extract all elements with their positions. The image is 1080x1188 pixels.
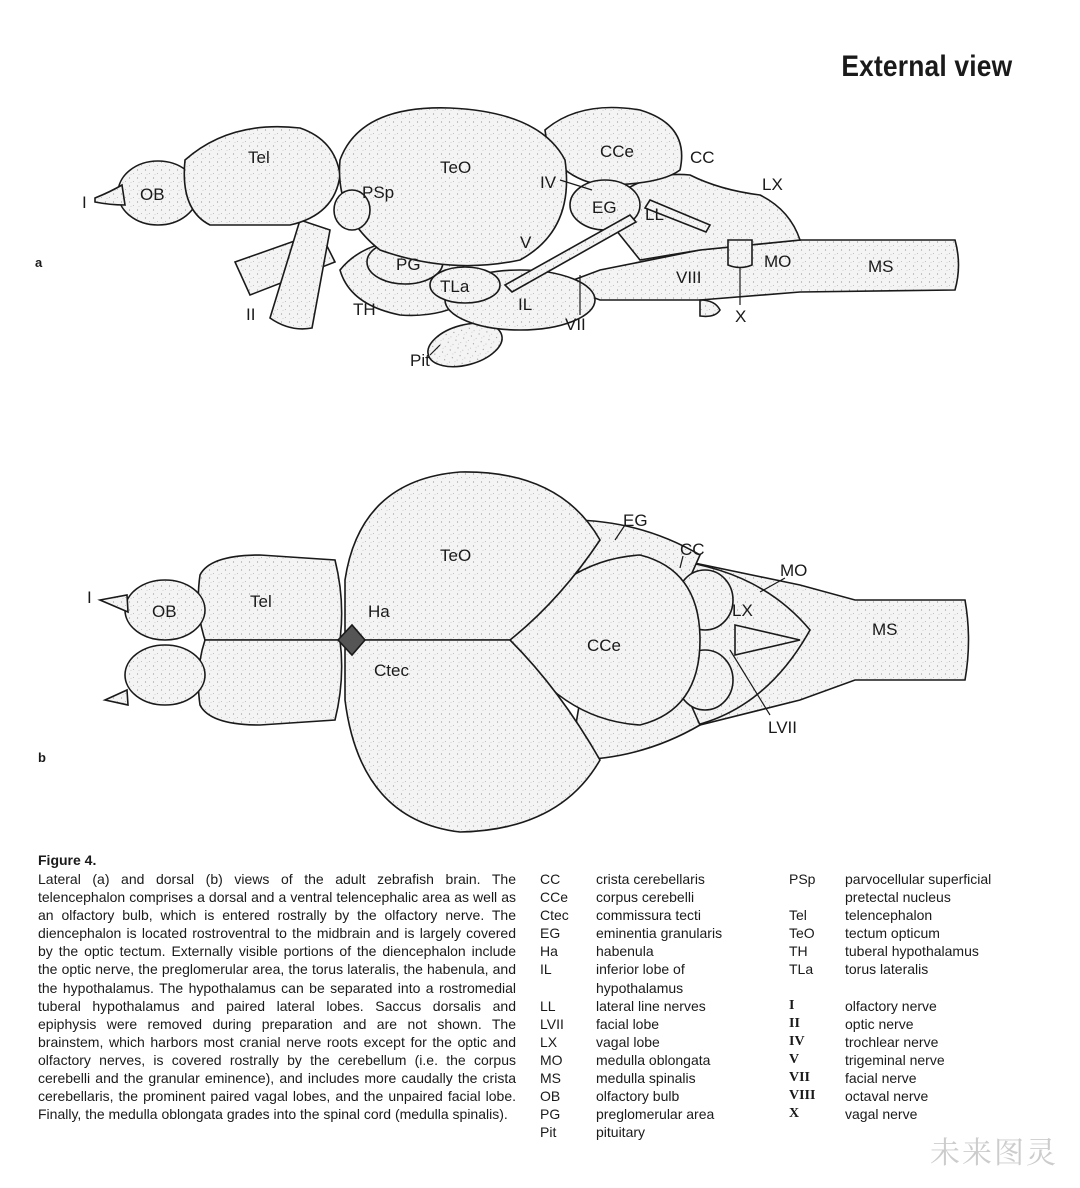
abbreviation-key <box>789 888 845 906</box>
abbreviation-key: Pit <box>540 1124 557 1141</box>
abbreviation-key: Ha <box>540 943 558 960</box>
abbreviation-meaning: vagal nerve <box>845 1106 918 1123</box>
octaval-nerve-shape <box>700 300 720 316</box>
abbreviation-key: LX <box>540 1033 558 1050</box>
abbreviation-row <box>540 942 722 960</box>
abbreviation-list-1 <box>540 870 722 1141</box>
abbreviation-row <box>789 1069 991 1087</box>
abbreviation-meaning: tectum opticum <box>845 925 940 942</box>
abbreviation-key: MO <box>540 1051 563 1068</box>
label-a-th: TH <box>353 300 376 319</box>
abbreviation-row <box>789 942 991 960</box>
olfactory-nerve-shape <box>95 185 125 205</box>
abbreviation-key: CC <box>540 871 561 887</box>
abbreviation-meaning: habenula <box>596 943 654 960</box>
label-a-pit: Pit <box>410 351 430 370</box>
lateral-brain-diagram <box>0 100 1080 390</box>
abbreviation-row <box>540 1051 722 1069</box>
abbreviation-key: LVII <box>540 1015 564 1032</box>
abbreviation-key: VIII <box>789 1088 816 1104</box>
label-a-tla: TLa <box>440 277 470 296</box>
abbreviation-key: OB <box>540 1088 561 1105</box>
abbreviation-row <box>789 1105 991 1123</box>
abbreviation-row <box>540 997 722 1015</box>
abbreviation-meaning: trigeminal nerve <box>845 1051 945 1068</box>
abbreviation-key: V <box>789 1051 800 1067</box>
label-b-ob: OB <box>152 602 177 621</box>
label-b-tel: Tel <box>250 592 272 611</box>
panel-letter-a: a <box>35 255 43 270</box>
abbreviation-key: II <box>789 1015 800 1031</box>
label-a-ms: MS <box>868 257 894 276</box>
vagal-nerve-shape <box>728 240 752 268</box>
dorsal-ob-bottom-shape <box>125 645 205 705</box>
abbreviation-row <box>540 924 722 942</box>
abbreviation-key: LL <box>540 997 556 1014</box>
abbreviation-key: TLa <box>789 961 814 978</box>
label-a-psp: PSp <box>362 183 395 202</box>
abbreviation-row <box>540 1087 722 1105</box>
abbreviation-key: Ctec <box>540 907 569 924</box>
label-a-ii: II <box>246 305 256 324</box>
abbreviation-meaning: parvocellular superficial <box>845 871 992 887</box>
abbreviation-row <box>540 979 722 997</box>
abbreviation-meaning: eminentia granularis <box>596 925 723 942</box>
abbreviation-key: VII <box>789 1070 811 1086</box>
abbreviation-meaning: crista cerebellaris <box>596 871 705 887</box>
label-b-i: I <box>87 588 92 607</box>
abbreviation-key: EG <box>540 925 561 942</box>
abbreviation-row <box>789 870 991 888</box>
label-a-v: V <box>520 233 532 252</box>
label-a-i: I <box>82 193 87 212</box>
figure-caption <box>38 852 1048 1141</box>
label-a-cc: CC <box>690 148 715 167</box>
abbreviation-meaning: facial lobe <box>596 1015 660 1032</box>
label-b-mo: MO <box>780 561 808 580</box>
label-b-cce: CCe <box>587 636 622 655</box>
abbreviation-meaning: pretectal nucleus <box>845 889 951 906</box>
abbreviation-meaning: octaval nerve <box>845 1088 929 1105</box>
abbreviation-key: I <box>789 997 795 1013</box>
abbreviation-row <box>540 1015 722 1033</box>
label-a-lx: LX <box>762 175 783 194</box>
label-b-ha: Ha <box>368 602 390 621</box>
label-b-lx: LX <box>732 601 753 620</box>
label-b-ctec: Ctec <box>374 661 409 680</box>
abbreviation-meaning: lateral line nerves <box>596 997 706 1014</box>
dorsal-olfactory-nerve-top <box>100 595 128 612</box>
abbreviation-row <box>789 888 991 906</box>
abbreviation-meaning: torus lateralis <box>845 961 929 978</box>
label-a-ll: LL <box>645 205 664 224</box>
label-a-teo: TeO <box>440 158 472 177</box>
label-a-eg: EG <box>592 198 617 217</box>
abbreviation-key: CCe <box>540 889 569 906</box>
label-a-tel: Tel <box>248 148 270 167</box>
abbreviation-meaning: olfactory bulb <box>596 1088 680 1105</box>
watermark: 未来图灵 <box>930 1137 1058 1170</box>
label-a-cce: CCe <box>600 142 635 161</box>
abbreviation-key: X <box>789 1106 800 1122</box>
abbreviation-row <box>789 924 991 942</box>
abbreviation-row <box>789 1087 991 1105</box>
abbreviation-key: TeO <box>789 925 815 942</box>
label-a-iv: IV <box>540 173 557 192</box>
abbreviation-meaning: olfactory nerve <box>845 997 937 1014</box>
abbreviation-meaning: preglomerular area <box>596 1106 715 1123</box>
figure-title: Figure 4. <box>38 852 97 868</box>
label-b-cc: CC <box>680 540 705 559</box>
figure-text: Lateral (a) and dorsal (b) views of the adult zebrafish brain. The telencephalon comprises a dorsal and a ventral telencephalic area as well as an olfactory bulb, which is entered rostrally by the olfactory nerve. The diencephalon is located rostroventral to the midbrain and is largely covered by the optic tectum. Externally visible portions of the diencephalon include the optic nerve, the preglomerular area, the torus lateralis, the habenula, and the hypothalamus. The hypothalamus can be separated into a rostromedial tuberal hypothalamus and paired lateral lobes. Saccus dorsalis and epiphysis were removed during preparation and are not shown. The brainstem, which harbors most cranial nerve roots except for the optic and olfactory nerves, is covered rostrally by the cerebellum (i.e. the corpus cerebelli and the granular eminence), and includes more caudally the crista cerebellaris, the prominent paired vagal lobes, and the unpaired facial lobe. Finally, the medulla oblongata grades into the spinal cord (medulla spinalis). <box>38 871 516 1123</box>
abbreviation-row <box>540 1105 722 1123</box>
dorsal-olfactory-nerve-bottom <box>105 690 128 705</box>
label-a-viii: VIII <box>676 268 702 287</box>
abbreviation-key: Tel <box>789 907 807 924</box>
abbreviation-row <box>789 1015 991 1033</box>
abbreviation-row <box>540 870 722 888</box>
abbreviation-row <box>789 1033 991 1051</box>
abbreviation-meaning: corpus cerebelli <box>596 889 695 906</box>
label-b-teo: TeO <box>440 546 472 565</box>
abbreviation-row <box>540 960 722 978</box>
abbreviation-meaning: vagal lobe <box>596 1033 660 1050</box>
abbreviation-meaning: trochlear nerve <box>845 1033 939 1050</box>
abbreviation-row <box>540 1123 722 1141</box>
abbreviation-key: IL <box>540 961 552 978</box>
label-a-mo: MO <box>764 252 792 271</box>
abbreviation-meaning: pituitary <box>596 1124 646 1141</box>
panel-dorsal-view <box>0 450 1080 845</box>
abbreviation-meaning: medulla oblongata <box>596 1051 711 1068</box>
abbreviation-row <box>540 1033 722 1051</box>
abbreviation-row <box>789 906 991 924</box>
abbreviation-key: IV <box>789 1033 805 1049</box>
telencephalon-shape <box>184 127 340 225</box>
label-b-ms: MS <box>872 620 898 639</box>
panel-letter-b: b <box>38 750 46 765</box>
panel-lateral-view <box>0 100 1080 390</box>
abbreviation-key: PSp <box>789 871 816 887</box>
abbreviation-meaning: telencephalon <box>845 907 933 924</box>
dorsal-brain-diagram <box>0 450 1080 845</box>
abbreviation-key: MS <box>540 1070 561 1087</box>
abbreviation-meaning: tuberal hypothalamus <box>845 943 979 960</box>
label-b-lvii: LVII <box>768 718 797 737</box>
label-b-eg: EG <box>623 511 648 530</box>
abbreviation-key: PG <box>540 1106 561 1123</box>
label-a-x: X <box>735 307 747 326</box>
abbreviation-list-2 <box>789 870 991 1123</box>
view-title: External view <box>840 50 1012 83</box>
label-a-ob: OB <box>140 185 165 204</box>
abbreviation-meaning: optic nerve <box>845 1015 914 1032</box>
abbreviation-meaning: medulla spinalis <box>596 1070 696 1087</box>
label-a-vii: VII <box>565 315 586 334</box>
abbreviation-meaning: hypothalamus <box>596 979 684 996</box>
abbreviation-meaning: commissura tecti <box>596 907 702 924</box>
abbreviation-row <box>789 1051 991 1069</box>
abbreviation-row <box>789 960 991 978</box>
abbreviation-key <box>540 979 596 997</box>
abbreviation-row <box>540 906 722 924</box>
medulla-spinalis-shape <box>560 240 959 300</box>
label-a-il: IL <box>518 295 533 314</box>
dorsal-tel-bottom-shape <box>198 640 341 725</box>
abbreviation-meaning: facial nerve <box>845 1070 917 1087</box>
abbreviation-meaning: inferior lobe of <box>596 961 685 978</box>
label-a-pg: PG <box>396 255 421 274</box>
abbreviation-row <box>789 997 991 1015</box>
abbreviation-row <box>540 1069 722 1087</box>
abbreviation-key: TH <box>789 943 808 960</box>
abbreviation-row <box>540 888 722 906</box>
